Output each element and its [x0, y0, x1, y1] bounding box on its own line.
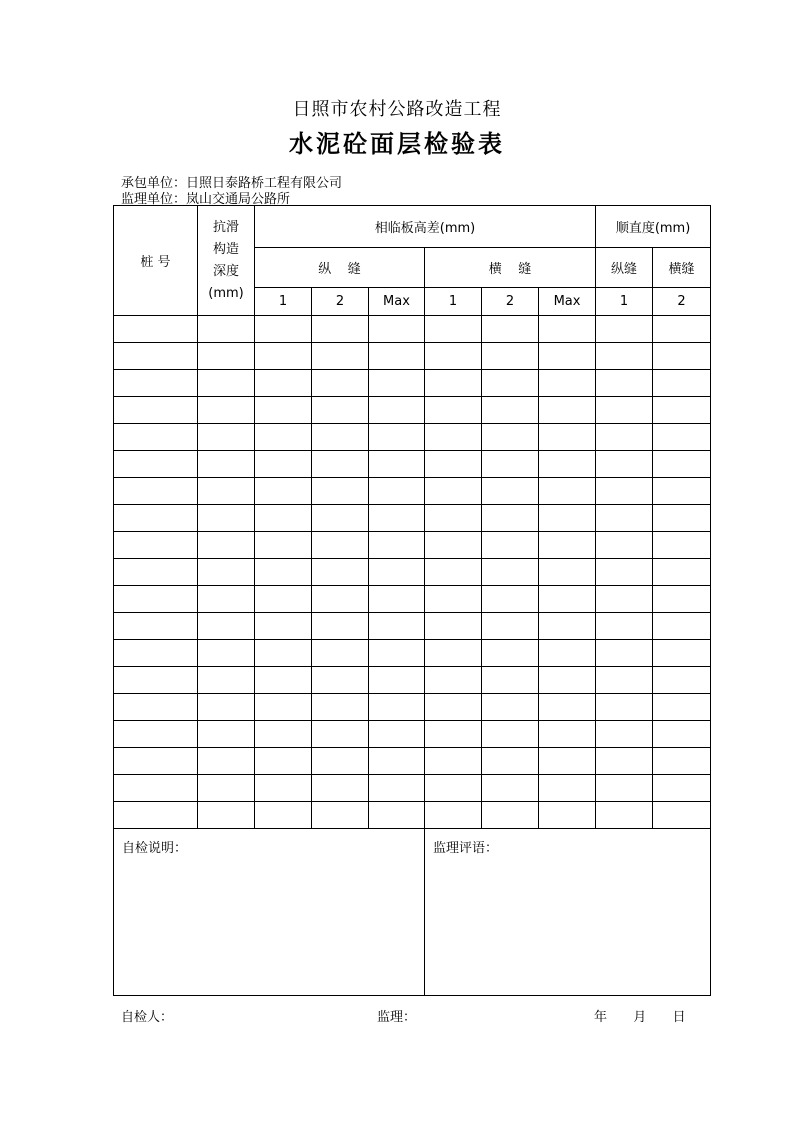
table-cell[interactable]: [369, 667, 425, 694]
table-cell[interactable]: [255, 694, 312, 721]
table-cell[interactable]: [255, 478, 312, 505]
table-cell[interactable]: [539, 667, 596, 694]
table-cell[interactable]: [312, 694, 369, 721]
table-row: [114, 748, 711, 775]
table-cell[interactable]: [425, 424, 482, 451]
table-cell[interactable]: [255, 721, 312, 748]
table-cell[interactable]: [312, 397, 369, 424]
table-cell[interactable]: [255, 775, 312, 802]
document-title: 水泥砼面层检验表: [289, 130, 505, 158]
table-cell[interactable]: [596, 721, 653, 748]
table-cell[interactable]: [596, 667, 653, 694]
subcol-long-1: 1: [255, 288, 312, 316]
table-cell[interactable]: [369, 775, 425, 802]
header-texture-line-4: (mm): [208, 285, 244, 301]
table-cell[interactable]: [255, 343, 312, 370]
table-cell[interactable]: [482, 802, 539, 829]
table-cell[interactable]: [255, 802, 312, 829]
table-cell[interactable]: [369, 343, 425, 370]
table-cell[interactable]: [539, 397, 596, 424]
table-cell[interactable]: [114, 775, 198, 802]
header-texture-depth: [198, 206, 255, 316]
table-row: [114, 343, 711, 370]
table-cell[interactable]: [312, 532, 369, 559]
table-cell[interactable]: [255, 586, 312, 613]
table-cell[interactable]: [539, 559, 596, 586]
table-cell[interactable]: [198, 343, 255, 370]
table-cell[interactable]: [425, 451, 482, 478]
table-row: [114, 667, 711, 694]
table-cell[interactable]: [539, 613, 596, 640]
table-cell[interactable]: [425, 532, 482, 559]
table-cell[interactable]: [596, 532, 653, 559]
table-cell[interactable]: [653, 694, 711, 721]
supervisor-comment[interactable]: [425, 829, 711, 996]
table-cell[interactable]: [114, 370, 198, 397]
table-cell[interactable]: [539, 748, 596, 775]
table-cell[interactable]: [425, 613, 482, 640]
table-cell[interactable]: [596, 451, 653, 478]
table-cell[interactable]: [369, 586, 425, 613]
table-cell[interactable]: [114, 694, 198, 721]
table-cell[interactable]: [369, 505, 425, 532]
table-cell[interactable]: [653, 748, 711, 775]
table-cell[interactable]: [482, 721, 539, 748]
table-row: [114, 532, 711, 559]
table-cell[interactable]: [114, 397, 198, 424]
table-cell[interactable]: [482, 640, 539, 667]
table-cell[interactable]: [425, 370, 482, 397]
table-row: [114, 451, 711, 478]
table-cell[interactable]: [482, 451, 539, 478]
header-trans-joint: 横 缝: [425, 248, 596, 288]
table-row: [114, 424, 711, 451]
table-cell[interactable]: [255, 451, 312, 478]
table-row: [114, 397, 711, 424]
table-cell[interactable]: [198, 613, 255, 640]
footer-day: 日: [672, 1010, 686, 1025]
table-cell[interactable]: [114, 478, 198, 505]
table-row: [114, 478, 711, 505]
table-cell[interactable]: [114, 748, 198, 775]
table-cell[interactable]: [114, 532, 198, 559]
table-cell[interactable]: [482, 505, 539, 532]
table-cell[interactable]: [198, 667, 255, 694]
table-cell[interactable]: [312, 343, 369, 370]
table-cell[interactable]: [539, 694, 596, 721]
table-cell[interactable]: [482, 424, 539, 451]
table-cell[interactable]: [312, 748, 369, 775]
table-cell[interactable]: [596, 343, 653, 370]
table-cell[interactable]: [255, 667, 312, 694]
subcol-trans-1: 1: [425, 288, 482, 316]
footer-month: 月: [633, 1010, 647, 1025]
table-cell[interactable]: [198, 316, 255, 343]
table-cell[interactable]: [653, 343, 711, 370]
table-cell[interactable]: [653, 721, 711, 748]
table-cell[interactable]: [198, 559, 255, 586]
table-row: [114, 613, 711, 640]
table-cell[interactable]: [596, 802, 653, 829]
footer-supervisor: 监理：: [377, 1010, 417, 1025]
table-cell[interactable]: [425, 586, 482, 613]
table-cell[interactable]: [596, 613, 653, 640]
table-cell[interactable]: [255, 532, 312, 559]
table-row: [114, 316, 711, 343]
table-cell[interactable]: [369, 694, 425, 721]
table-cell[interactable]: [255, 748, 312, 775]
table-cell[interactable]: [114, 451, 198, 478]
header-long-joint-short: 纵缝: [596, 248, 653, 288]
table-body: [114, 316, 711, 829]
table-cell[interactable]: [425, 640, 482, 667]
table-cell[interactable]: [539, 316, 596, 343]
contractor-line: 承包单位：日照日泰路桥工程有限公司: [121, 176, 343, 191]
table-row: [114, 721, 711, 748]
footer-inspector: 自检人：: [121, 1010, 174, 1025]
table-cell[interactable]: [198, 478, 255, 505]
table-row: [114, 694, 711, 721]
table-cell[interactable]: [114, 640, 198, 667]
table-cell[interactable]: [596, 316, 653, 343]
table-cell[interactable]: [312, 424, 369, 451]
table-cell[interactable]: [482, 532, 539, 559]
table-cell[interactable]: [369, 532, 425, 559]
table-cell[interactable]: [596, 505, 653, 532]
table-cell[interactable]: [425, 721, 482, 748]
table-cell[interactable]: [653, 451, 711, 478]
table-cell[interactable]: [596, 586, 653, 613]
table-cell[interactable]: [653, 424, 711, 451]
table-cell[interactable]: [198, 586, 255, 613]
table-cell[interactable]: [312, 613, 369, 640]
table-cell[interactable]: [425, 559, 482, 586]
table-cell[interactable]: [425, 694, 482, 721]
table-cell[interactable]: [653, 586, 711, 613]
table-cell[interactable]: [653, 559, 711, 586]
subcol-straight-1: 1: [596, 288, 653, 316]
table-cell[interactable]: [198, 424, 255, 451]
table-cell[interactable]: [482, 370, 539, 397]
table-row: [114, 775, 711, 802]
table-cell[interactable]: [312, 802, 369, 829]
table-cell[interactable]: [369, 559, 425, 586]
table-cell[interactable]: [482, 613, 539, 640]
table-cell[interactable]: [482, 586, 539, 613]
table-cell[interactable]: [255, 397, 312, 424]
header-long-joint: 纵 缝: [255, 248, 425, 288]
table-cell[interactable]: [482, 559, 539, 586]
table-cell[interactable]: [425, 478, 482, 505]
table-cell[interactable]: [482, 748, 539, 775]
table-cell[interactable]: [653, 316, 711, 343]
table-cell[interactable]: [312, 505, 369, 532]
table-cell[interactable]: [653, 802, 711, 829]
table-cell[interactable]: [369, 478, 425, 505]
table-cell[interactable]: [596, 748, 653, 775]
table-cell[interactable]: [198, 397, 255, 424]
table-cell[interactable]: [114, 424, 198, 451]
table-cell[interactable]: [425, 667, 482, 694]
table-cell[interactable]: [198, 775, 255, 802]
table-cell[interactable]: [255, 640, 312, 667]
table-cell[interactable]: [482, 478, 539, 505]
table-cell[interactable]: [114, 586, 198, 613]
table-cell[interactable]: [539, 478, 596, 505]
supervisor-comment-label: 监理评语：: [433, 841, 499, 856]
table-cell[interactable]: [482, 343, 539, 370]
table-cell[interactable]: [425, 316, 482, 343]
table-cell[interactable]: [653, 640, 711, 667]
table-cell[interactable]: [255, 424, 312, 451]
table-cell[interactable]: [653, 775, 711, 802]
table-cell[interactable]: [596, 397, 653, 424]
table-cell[interactable]: [114, 613, 198, 640]
table-cell[interactable]: [653, 370, 711, 397]
subcol-long-2: 2: [312, 288, 369, 316]
table-cell[interactable]: [312, 559, 369, 586]
table-cell[interactable]: [425, 343, 482, 370]
footer-year: 年: [594, 1010, 608, 1025]
table-cell[interactable]: [198, 451, 255, 478]
table-cell[interactable]: [312, 640, 369, 667]
table-row: [114, 586, 711, 613]
table-cell[interactable]: [539, 640, 596, 667]
table-cell[interactable]: [198, 370, 255, 397]
table-cell[interactable]: [596, 694, 653, 721]
table-cell[interactable]: [312, 316, 369, 343]
table-cell[interactable]: [653, 532, 711, 559]
table-cell[interactable]: [653, 613, 711, 640]
table-cell[interactable]: [482, 316, 539, 343]
table-cell[interactable]: [539, 586, 596, 613]
table-cell[interactable]: [425, 802, 482, 829]
table-cell[interactable]: [539, 343, 596, 370]
table-cell[interactable]: [653, 505, 711, 532]
table-cell[interactable]: [198, 802, 255, 829]
header-texture-line-3: 深度: [212, 263, 239, 279]
header-trans-joint-short: 横缝: [653, 248, 711, 288]
subcol-straight-2: 2: [653, 288, 711, 316]
table-row: [114, 559, 711, 586]
table-cell[interactable]: [255, 613, 312, 640]
table-row: [114, 802, 711, 829]
table-cell[interactable]: [198, 748, 255, 775]
self-check-remark[interactable]: [114, 829, 425, 996]
table-cell[interactable]: [596, 478, 653, 505]
table-cell[interactable]: [198, 721, 255, 748]
table-cell[interactable]: [369, 721, 425, 748]
table-cell[interactable]: [369, 748, 425, 775]
table-cell[interactable]: [425, 775, 482, 802]
table-cell[interactable]: [539, 802, 596, 829]
table-row: [114, 640, 711, 667]
table-cell[interactable]: [255, 316, 312, 343]
table-cell[interactable]: [539, 775, 596, 802]
table-cell[interactable]: [114, 343, 198, 370]
table-cell[interactable]: [539, 721, 596, 748]
table-cell[interactable]: [312, 775, 369, 802]
table-cell[interactable]: [596, 370, 653, 397]
table-cell[interactable]: [114, 802, 198, 829]
table-cell[interactable]: [653, 478, 711, 505]
table-cell[interactable]: [312, 721, 369, 748]
table-cell[interactable]: [198, 532, 255, 559]
table-cell[interactable]: [539, 424, 596, 451]
footer-date: [594, 1006, 686, 1025]
table-cell[interactable]: [425, 748, 482, 775]
table-cell[interactable]: [539, 532, 596, 559]
table-cell[interactable]: [653, 397, 711, 424]
self-check-label: 自检说明：: [122, 841, 188, 856]
table-cell[interactable]: [114, 505, 198, 532]
table-cell[interactable]: [539, 370, 596, 397]
subcol-long-max: Max: [369, 288, 425, 316]
table-cell[interactable]: [539, 451, 596, 478]
table-cell[interactable]: [369, 397, 425, 424]
table-cell[interactable]: [596, 559, 653, 586]
table-cell[interactable]: [425, 397, 482, 424]
table-cell[interactable]: [114, 667, 198, 694]
table-cell[interactable]: [369, 424, 425, 451]
table-cell[interactable]: [114, 316, 198, 343]
header-texture-line-2: 构造: [212, 241, 239, 257]
table-row: [114, 505, 711, 532]
table-cell[interactable]: [482, 667, 539, 694]
table-cell[interactable]: [596, 775, 653, 802]
table-cell[interactable]: [198, 694, 255, 721]
inspection-table: [113, 205, 711, 996]
table-cell[interactable]: [312, 451, 369, 478]
table-cell[interactable]: [198, 505, 255, 532]
header-straightness: 顺直度(mm): [596, 206, 711, 248]
table-cell[interactable]: [114, 559, 198, 586]
document-subtitle: 日照市农村公路改造工程: [292, 99, 502, 120]
subcol-trans-2: 2: [482, 288, 539, 316]
table-cell[interactable]: [369, 613, 425, 640]
supervisor-line: 监理单位：岚山交通局公路所: [121, 192, 291, 207]
table-cell[interactable]: [369, 451, 425, 478]
table-cell[interactable]: [596, 640, 653, 667]
table-cell[interactable]: [255, 559, 312, 586]
table-row: [114, 370, 711, 397]
table-cell[interactable]: [312, 478, 369, 505]
table-cell[interactable]: [255, 370, 312, 397]
table-cell[interactable]: [539, 505, 596, 532]
table-cell[interactable]: [482, 397, 539, 424]
table-cell[interactable]: [425, 505, 482, 532]
table-cell[interactable]: [369, 370, 425, 397]
table-cell[interactable]: [653, 667, 711, 694]
table-cell[interactable]: [482, 775, 539, 802]
header-texture-line-1: 抗滑: [212, 219, 239, 235]
table-cell[interactable]: [482, 694, 539, 721]
subcol-trans-max: Max: [539, 288, 596, 316]
table-cell[interactable]: [312, 586, 369, 613]
header-station: 桩 号: [114, 206, 198, 316]
table-cell[interactable]: [369, 640, 425, 667]
header-height-diff: 相临板高差(mm): [255, 206, 596, 248]
table-cell[interactable]: [312, 370, 369, 397]
table-cell[interactable]: [596, 424, 653, 451]
table-cell[interactable]: [312, 667, 369, 694]
table-cell[interactable]: [369, 316, 425, 343]
table-cell[interactable]: [198, 640, 255, 667]
table-cell[interactable]: [369, 802, 425, 829]
table-cell[interactable]: [114, 721, 198, 748]
table-cell[interactable]: [255, 505, 312, 532]
